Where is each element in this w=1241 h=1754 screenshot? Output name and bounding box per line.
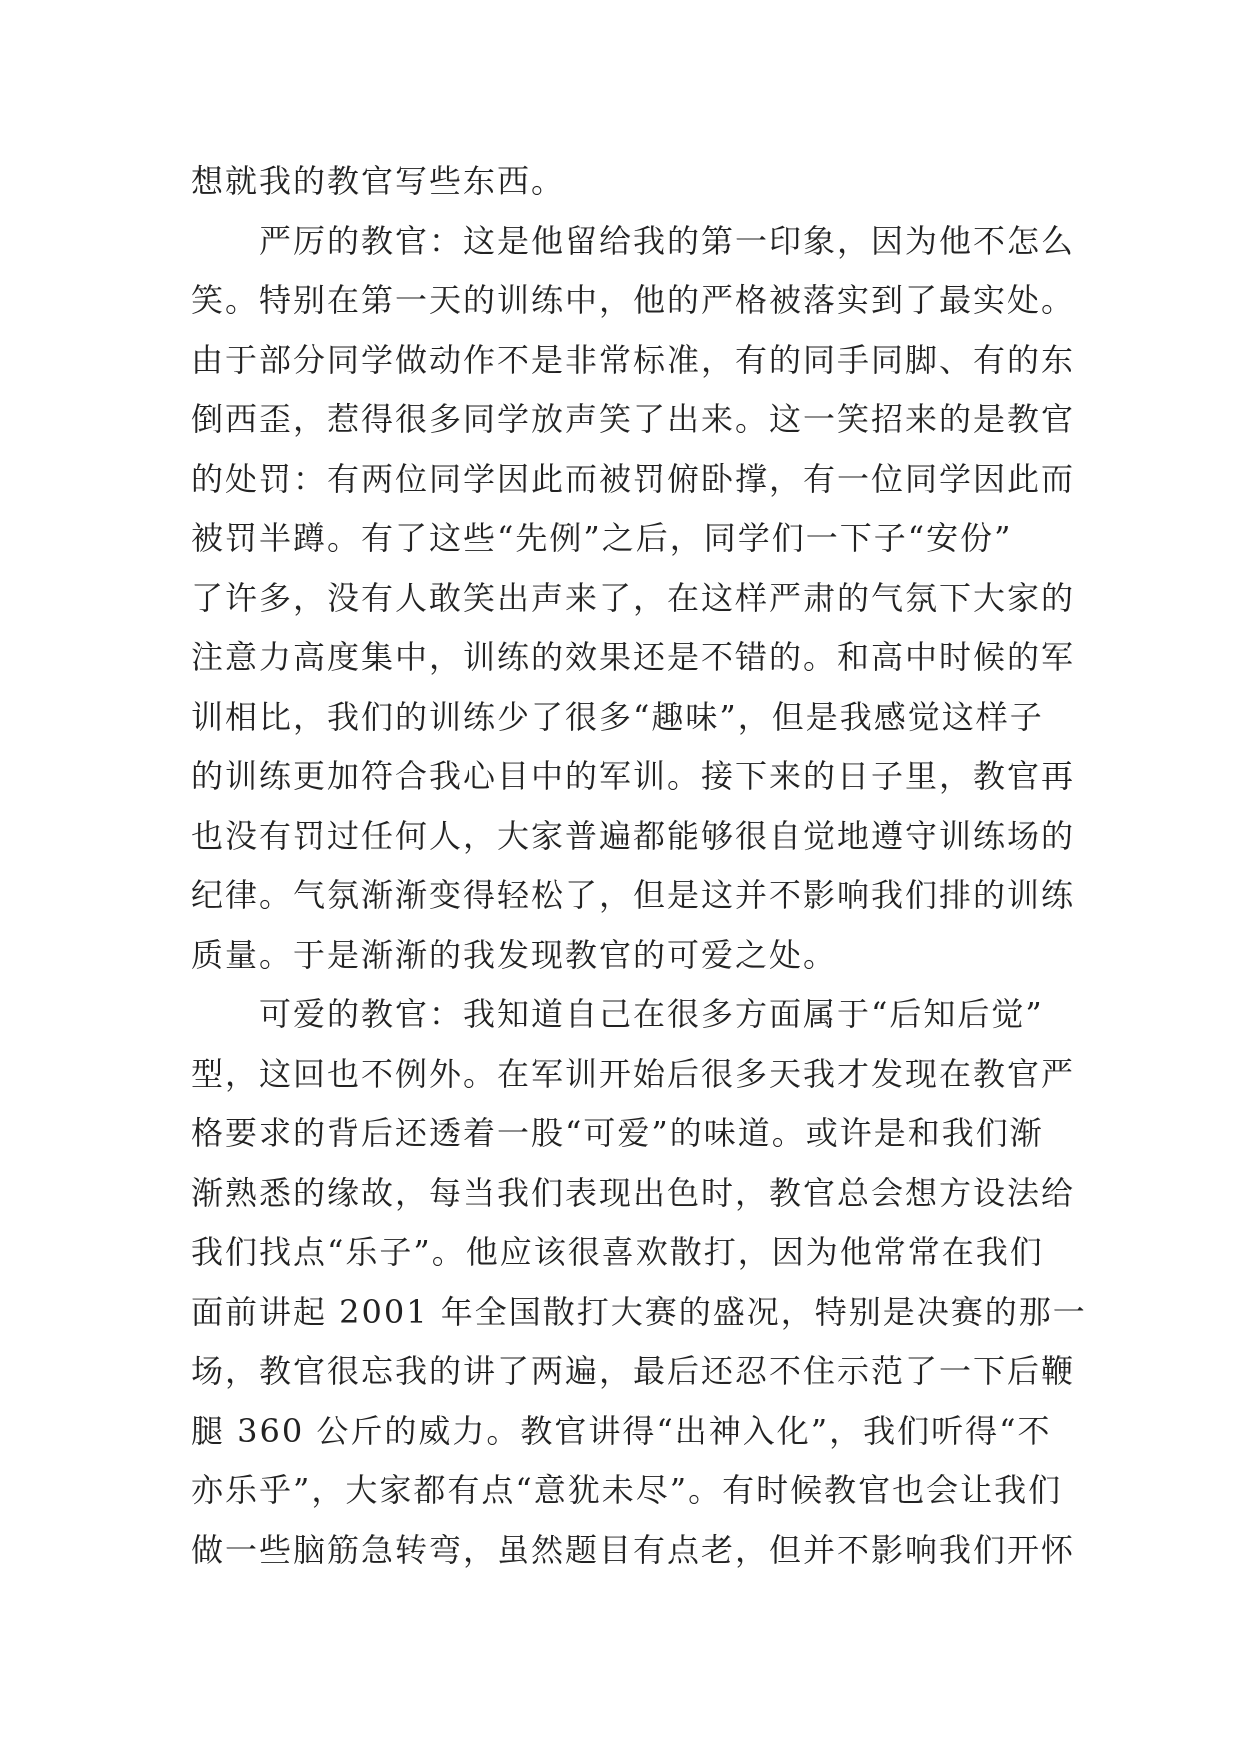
text-line: 渐熟悉的缘故，每当我们表现出色时，教官总会想方设法给	[191, 1173, 1076, 1212]
text-line: 了许多，没有人敢笑出声来了，在这样严肃的气氛下大家的	[191, 578, 1076, 617]
text-line: 想就我的教官写些东西。	[191, 162, 566, 200]
text-line: 腿 360 公斤的威力。教官讲得“出神入化”，我们听得“不	[191, 1411, 1052, 1450]
text-line: 严厉的教官：这是他留给我的第一印象，因为他不怎么	[191, 221, 1076, 260]
text-line: 被罚半蹲。有了这些“先例”之后，同学们一下子“安份”	[191, 519, 1013, 557]
text-line: 纪律。气氛渐渐变得轻松了，但是这并不影响我们排的训练	[191, 876, 1076, 914]
text-line: 训相比，我们的训练少了很多“趣味”，但是我感觉这样子	[191, 697, 1044, 736]
text-line: 的处罚：有两位同学因此而被罚俯卧撑，有一位同学因此而	[191, 459, 1076, 498]
text-line: 面前讲起 2001 年全国散打大赛的盛况，特别是决赛的那一	[191, 1292, 1087, 1331]
text-line: 的训练更加符合我心目中的军训。接下来的日子里，教官再	[191, 757, 1076, 795]
text-line: 笑。特别在第一天的训练中，他的严格被落实到了最实处。	[191, 281, 1076, 319]
body-text	[191, 152, 1087, 1580]
text-line: 我们找点“乐子”。他应该很喜欢散打，因为他常常在我们	[191, 1233, 1044, 1271]
text-line: 质量。于是渐渐的我发现教官的可爱之处。	[191, 935, 838, 974]
text-line: 由于部分同学做动作不是非常标准，有的同手同脚、有的东	[191, 340, 1076, 379]
text-line: 注意力高度集中，训练的效果还是不错的。和高中时候的军	[191, 638, 1076, 676]
text-line: 场，教官很忘我的讲了两遍，最后还忍不住示范了一下后鞭	[191, 1352, 1076, 1390]
text-line: 格要求的背后还透着一股“可爱”的味道。或许是和我们渐	[191, 1114, 1044, 1152]
text-line: 亦乐乎”，大家都有点“意犹未尽”。有时候教官也会让我们	[191, 1471, 1063, 1509]
text-line: 也没有罚过任何人，大家普遍都能够很自觉地遵守训练场的	[191, 816, 1076, 855]
text-line: 做一些脑筋急转弯，虽然题目有点老，但并不影响我们开怀	[191, 1530, 1076, 1569]
text-line: 可爱的教官：我知道自己在很多方面属于“后知后觉”	[191, 995, 1044, 1033]
text-line: 倒西歪，惹得很多同学放声笑了出来。这一笑招来的是教官	[191, 400, 1076, 438]
text-line: 型，这回也不例外。在军训开始后很多天我才发现在教官严	[191, 1054, 1076, 1093]
